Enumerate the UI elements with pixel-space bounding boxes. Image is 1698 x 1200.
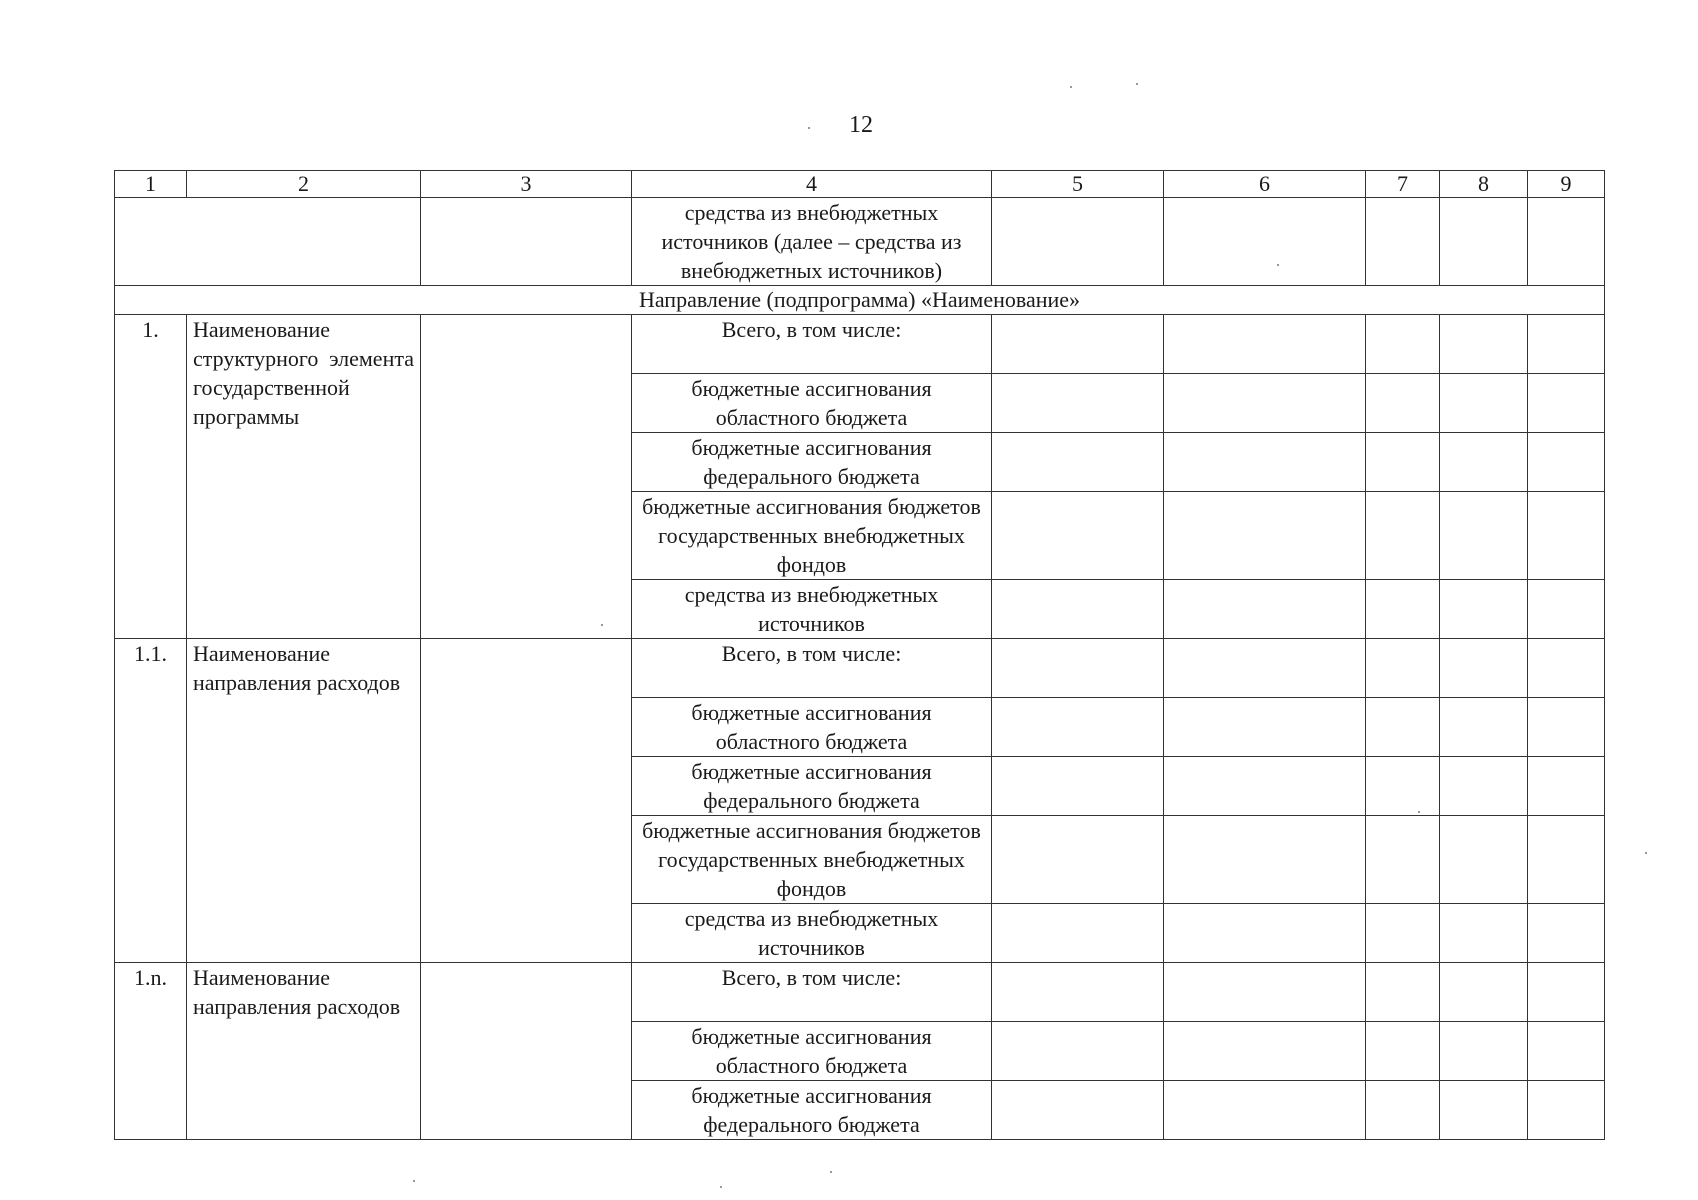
value-cell — [992, 315, 1164, 374]
continuation-row — [115, 198, 1605, 286]
value-cell — [1366, 963, 1440, 1022]
value-cell — [1528, 639, 1605, 698]
element-name: Наименование структурного элемента государственной программы — [187, 315, 421, 639]
value-cell — [1440, 580, 1528, 639]
value-cell — [1366, 1022, 1440, 1081]
value-cell — [1164, 1081, 1366, 1140]
value-cell — [992, 1081, 1164, 1140]
table-row — [115, 315, 1605, 374]
value-cell — [1164, 433, 1366, 492]
empty-cell — [421, 198, 632, 286]
value-cell — [1528, 1081, 1605, 1140]
value-cell — [1440, 374, 1528, 433]
value-cell — [1366, 315, 1440, 374]
value-cell — [1528, 757, 1605, 816]
funding-source-label: средства из внебюджетных источников (далее – средства из внебюджетных источников) — [632, 198, 992, 286]
responsible-cell — [421, 639, 632, 963]
value-cell — [1440, 315, 1528, 374]
value-cell — [992, 904, 1164, 963]
element-name: Наименование направления расходов — [187, 639, 421, 963]
value-cell — [1440, 698, 1528, 757]
value-cell — [1366, 639, 1440, 698]
value-cell — [992, 639, 1164, 698]
value-cell — [1164, 315, 1366, 374]
value-cell — [1366, 816, 1440, 904]
value-cell — [1528, 963, 1605, 1022]
funding-source-label: средства из внебюджетных источников — [632, 580, 992, 639]
value-cell — [992, 816, 1164, 904]
value-cell — [1164, 1022, 1366, 1081]
value-cell — [992, 374, 1164, 433]
value-cell — [1528, 580, 1605, 639]
empty-cell — [1164, 198, 1366, 286]
value-cell — [1440, 1081, 1528, 1140]
funding-source-label: бюджетные ассигнования федерального бюджета — [632, 757, 992, 816]
funding-source-label: бюджетные ассигнования бюджетов государственных внебюджетных фондов — [632, 816, 992, 904]
value-cell — [1366, 580, 1440, 639]
value-cell — [1528, 315, 1605, 374]
value-cell — [1164, 816, 1366, 904]
value-cell — [1366, 433, 1440, 492]
row-number: 1.1. — [115, 639, 187, 963]
funding-source-label: бюджетные ассигнования федерального бюджета — [632, 1081, 992, 1140]
value-cell — [1366, 904, 1440, 963]
table-row — [115, 963, 1605, 1022]
value-cell — [1366, 1081, 1440, 1140]
value-cell — [1528, 492, 1605, 580]
funding-source-label: средства из внебюджетных источников — [632, 904, 992, 963]
value-cell — [1528, 698, 1605, 757]
value-cell — [1440, 757, 1528, 816]
value-cell — [1528, 816, 1605, 904]
value-cell — [992, 757, 1164, 816]
value-cell — [992, 1022, 1164, 1081]
value-cell — [1440, 433, 1528, 492]
empty-cell — [992, 198, 1164, 286]
value-cell — [1528, 904, 1605, 963]
value-cell — [1366, 757, 1440, 816]
column-number: 3 — [421, 171, 632, 198]
empty-cell — [1440, 198, 1528, 286]
value-cell — [1164, 639, 1366, 698]
value-cell — [992, 580, 1164, 639]
section-title: Направление (подпрограмма) «Наименование» — [115, 286, 1605, 315]
value-cell — [1164, 963, 1366, 1022]
responsible-cell — [421, 963, 632, 1140]
empty-cell — [1366, 198, 1440, 286]
column-number: 9 — [1528, 171, 1605, 198]
value-cell — [1440, 1022, 1528, 1081]
value-cell — [1440, 639, 1528, 698]
funding-source-label: бюджетные ассигнования бюджетов государственных внебюджетных фондов — [632, 492, 992, 580]
value-cell — [992, 963, 1164, 1022]
column-number: 4 — [632, 171, 992, 198]
section-row — [115, 286, 1605, 315]
funding-source-label: бюджетные ассигнования областного бюджета — [632, 698, 992, 757]
value-cell — [1440, 904, 1528, 963]
value-cell — [1164, 580, 1366, 639]
value-cell — [1440, 816, 1528, 904]
column-number: 6 — [1164, 171, 1366, 198]
funding-source-label: бюджетные ассигнования областного бюджета — [632, 374, 992, 433]
value-cell — [1366, 698, 1440, 757]
column-number: 2 — [187, 171, 421, 198]
page-number: 12 — [849, 112, 873, 138]
column-number: 7 — [1366, 171, 1440, 198]
value-cell — [1366, 374, 1440, 433]
value-cell — [1164, 374, 1366, 433]
funding-source-label: бюджетные ассигнования областного бюджета — [632, 1022, 992, 1081]
empty-cell — [115, 198, 421, 286]
value-cell — [992, 698, 1164, 757]
value-cell — [1440, 963, 1528, 1022]
column-number: 5 — [992, 171, 1164, 198]
funding-source-label: Всего, в том числе: — [632, 315, 992, 374]
value-cell — [1164, 698, 1366, 757]
value-cell — [1440, 492, 1528, 580]
empty-cell — [1528, 198, 1605, 286]
value-cell — [992, 433, 1164, 492]
value-cell — [1366, 492, 1440, 580]
column-number: 8 — [1440, 171, 1528, 198]
value-cell — [1164, 757, 1366, 816]
table-row — [115, 639, 1605, 698]
row-number: 1.n. — [115, 963, 187, 1140]
value-cell — [1164, 904, 1366, 963]
responsible-cell — [421, 315, 632, 639]
column-number: 1 — [115, 171, 187, 198]
funding-source-label: бюджетные ассигнования федерального бюджета — [632, 433, 992, 492]
value-cell — [1528, 374, 1605, 433]
value-cell — [1528, 433, 1605, 492]
row-number: 1. — [115, 315, 187, 639]
value-cell — [1164, 492, 1366, 580]
funding-source-label: Всего, в том числе: — [632, 963, 992, 1022]
column-number-row — [115, 171, 1605, 198]
funding-source-label: Всего, в том числе: — [632, 639, 992, 698]
value-cell — [992, 492, 1164, 580]
financing-table — [114, 170, 1605, 1140]
value-cell — [1528, 1022, 1605, 1081]
element-name: Наименование направления расходов — [187, 963, 421, 1140]
